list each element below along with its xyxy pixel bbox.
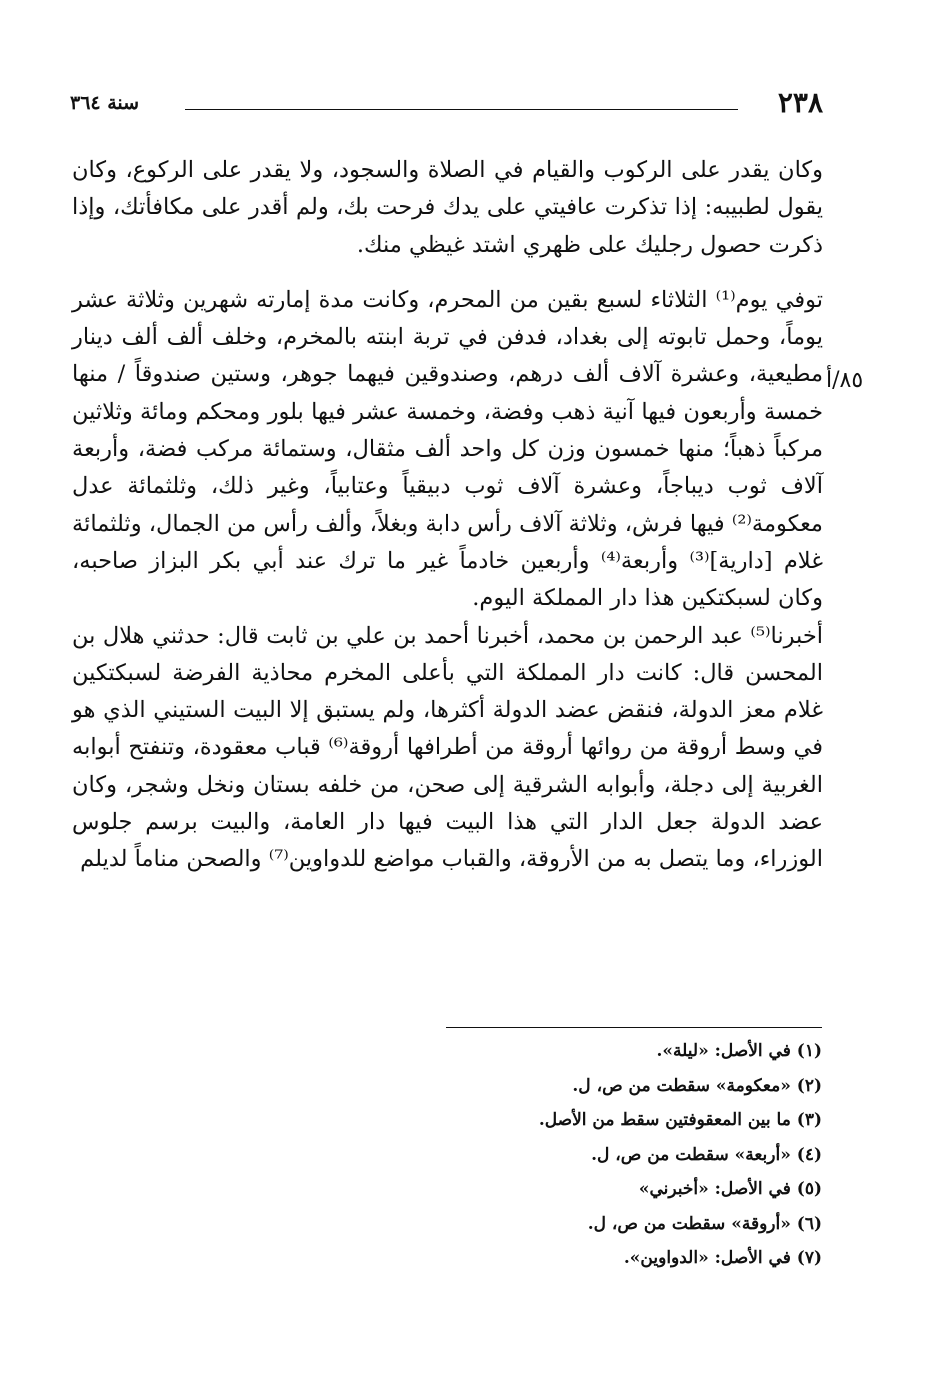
text-line: ديباجاً، وعشرة آلاف ثوب دبيقياً وعتابياً، وغير ذلك، وثلثمائة عدل معكومة⁽²⁾ فيها [72, 473, 823, 537]
text-line: وكان يقدر على الركوب والقيام في الصلاة والسجود، ولا يقدر على الركوع، وكان يقول [72, 157, 823, 221]
text-line: الذي هو في وسط أروقة من روائها أروقة من أطرافها أروقة⁽⁶⁾ قباب معقودة، وتنفتح [72, 697, 823, 761]
text-line: مطيعية، وعشرة آلاف ألف درهم، وصندوقين فيهما جوهر، وستين صندوقاً / منها [72, 361, 823, 388]
footnote: (٤) «أربعة» سقطت من ص، ل. [591, 1144, 822, 1165]
paragraph [72, 282, 823, 618]
text-line: توفي يوم⁽¹⁾ الثلاثاء لسبع بقين من المحرم، وكانت مدة إمارته شهرين وثلاثة عشر [72, 286, 823, 313]
text-line: خمسة وأربعون فيها آنية ذهب وفضة، وخمسة عشر فيها بلور ومحكم ومائة وثلاثين مركباً [72, 398, 823, 463]
footnote: (٧) في الأصل: «الدواوين». [623, 1248, 822, 1268]
footnote: (٥) في الأصل: «أخبرني» [638, 1179, 822, 1199]
text-line: هلال بن المحسن قال: كانت دار المملكة التي بأعلى المخرم محاذية الفرضة [72, 622, 823, 686]
paragraph [72, 152, 823, 264]
text-line: المملكة اليوم. [472, 585, 604, 612]
paragraph [72, 618, 823, 879]
text-line: لطبيبه: إذا تذكرت عافيتي على يدك فرحت بك، ولم أقدر على مكافأتك، وإذا ذكرت [72, 194, 823, 258]
main-text [72, 152, 823, 879]
text-line: أبوابه الغربية إلى دجلة، وأبوابه الشرقية إلى صحن، من خلفه بستان ونخل وشجر، [72, 734, 823, 798]
footnote: (٢) «معكومة» سقطت من ص، ل. [572, 1075, 822, 1096]
text-line: فرش، وثلاثة آلاف رأس دابة وبغلاً، وألف رأس من الجمال، وثلثمائة غلام [دارية]⁽³⁾ [72, 510, 823, 574]
running-title: سنة ٣٦٤ [70, 92, 140, 114]
page-number: ٢٣٨ [777, 86, 823, 119]
footnote: (٣) ما بين المعقوفتين سقط من الأصل. [538, 1110, 822, 1130]
manuscript-folio-mark: ٨٥/أ [826, 368, 864, 393]
text-line: حصول رجليك على ظهري اشتد غيظي منك. [356, 231, 762, 258]
footnote: (٦) «أروقة» سقطت من ص، ل. [587, 1213, 822, 1234]
text-line: ذهباً؛ منها خمسون وزن كل واحد ألف مثقال، وستمائة مركب فضة، وأربعة آلاف ثوب [72, 436, 823, 500]
footnote: (١) في الأصل: «ليلة». [656, 1041, 822, 1061]
footnote-separator [446, 1027, 822, 1028]
footnotes [400, 1034, 822, 1276]
header-rule [185, 109, 738, 110]
text-line: لسبكتكين غلام معز الدولة، فنقض عضد الدولة أكثرها، ولم يستبق إلا البيت الستيني [72, 659, 824, 724]
text-line: وكان عضد الدولة جعل الدار التي هذا البيت فيها دار العامة، والبيت برسم جلوس [72, 771, 823, 836]
page-header [70, 86, 823, 126]
text-line: وأربعة⁽⁴⁾ وأربعين خادماً غير ما ترك عند أبي بكر البزاز صاحبه، وكان لسبكتكين هذا دار [72, 547, 823, 612]
text-line: يوماً، وحمل تابوته إلى بغداد، فدفن في تربة ابنته بالمخرم، وخلف ألف ألف دينار [72, 324, 823, 351]
text-line: أخبرنا⁽⁵⁾ عبد الرحمن بن محمد، أخبرنا أحمد بن علي بن ثابت قال: حدثني [152, 622, 823, 649]
text-line: الوزراء، وما يتصل به من الأروقة، والقباب مواضع للدواوين⁽⁷⁾ والصحن مناماً لديلم [80, 846, 823, 873]
